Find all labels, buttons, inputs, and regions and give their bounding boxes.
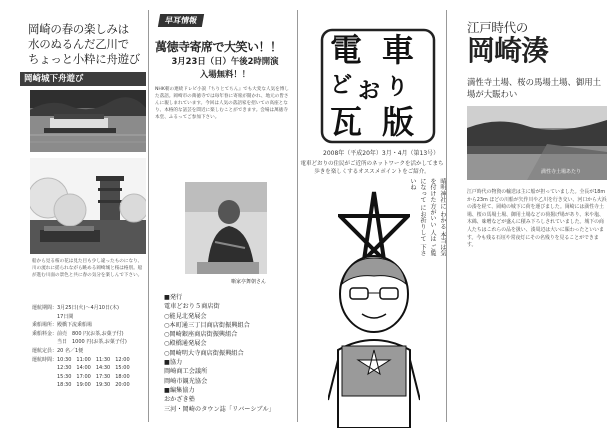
port-kicker: 江戸時代の <box>467 20 529 35</box>
rakugo-description: NHK朝の連続ドレビ小説『ちりとてちん』でも大変な人気を博した落語。岡崎市の萬徳寺では毎年春に寄席が開かれ、地元の皆さんに親しまれています。今回は人気の落語家を招いての高座となり、本格的な話芸を間近に楽しむことができます。会場は萬徳寺本堂、ふるってご参加下さい。 <box>155 87 289 120</box>
okazaki-port-column <box>447 0 610 432</box>
issue-date: 2008年（平成20年）3月・4月（第13号） <box>323 150 440 157</box>
masthead-description: 電車どおりの住民がご近所のネットワークを活かしてまち歩きを楽しくするオススメポイントをご紹介。 <box>300 161 444 175</box>
castle-sakura-photo <box>30 158 146 254</box>
rakugo-subtitle: 3月23日（日）午後2時開演 入場無料！！ <box>171 56 279 79</box>
port-title: 岡崎湊 <box>467 34 549 67</box>
mascot-illustration <box>328 250 420 428</box>
port-subtitle: 満性寺土場、桜の馬場土場、御用土場が大賑わい <box>467 77 601 99</box>
performer-caption: 噺家亭舞朝さん <box>231 279 267 285</box>
boat-tour-headline: 岡崎の春の楽しみは 水のぬるんだ乙川で ちょっと小粋に舟遊び <box>28 22 140 66</box>
rakugo-column <box>149 0 297 432</box>
port-description: 江戸時代の物資の輸送は主に船が担っていました。全長が18m から23m ほどの川船が矢作川や乙川を行き交い、河口から大浜の湊を経て、岡崎の城下に荷を運びました。岡崎には満性寺土場、桜の馬場土場、御用土場などの荷揚げ場があり、米や塩、木綿、味噌などが盛んに積み下ろしされていました。城下の商人たちはこれらの品を扱い、湊周辺は大いに賑わったといいます。今も残る石垣や常夜灯にその名残りを見ることができます。 <box>467 189 607 249</box>
boat-tour-info: 運航期間：3月25日(火)〜4月10日(木) 17日間 乗船場所：殿橋下流乗船場 乗船料金：前売 800 円(お茶,お菓子付) 当日 1000 円(お茶,お菓子付) 運航定員：20 名／1便 運航時間：10:30 11:00 11:30 12:00 12:30 14:00 14:30 15:00 15:30 17:00 17:30 18:00 18:30 19:00 19:30 20:00 <box>32 305 130 389</box>
boat-photo <box>30 90 146 152</box>
riverbank-caption: 満性寺土場あたり <box>541 169 582 175</box>
news-tag: 早耳情報 <box>158 14 204 27</box>
boat-tour-banner: 岡崎城下舟遊び <box>20 72 146 86</box>
rakugo-performer-photo <box>185 182 267 274</box>
masthead-logo: 電 車 ど お り 瓦 版 <box>320 28 436 144</box>
masthead-column <box>298 0 446 432</box>
rakugo-title: 萬徳寺寄席で大笑い！！ <box>155 40 282 54</box>
riverbank-photo <box>467 106 607 180</box>
speech-bubble-text: 晴明神社に わかる 本当は気を付けた方がいい 人は ご覧になって にお祈りして 下さいね <box>409 178 446 257</box>
boat-tour-description: 船から見る桜の花は見た目も少し違ったものになり、川の流れに揺られながら眺める岡崎城と桜は格別。船が進む川面の景色と共に春の気分を楽しんで下さい。 <box>32 259 143 278</box>
publisher-credits: ■発行 電車どおり５商店街 ○能見北発展会 ○本町通三丁目商店街振興組合 ○岡崎銀座商店街振興組合 ○殿橋通発展会 ○岡崎明大寺商店街振興組合 ■協力 岡崎商工会議所 岡崎市観光協会 ■編集協力 おかざき塾 三河・岡崎のタウン誌「リバーシブル」 <box>164 294 275 413</box>
boat-tour-column <box>0 0 148 432</box>
